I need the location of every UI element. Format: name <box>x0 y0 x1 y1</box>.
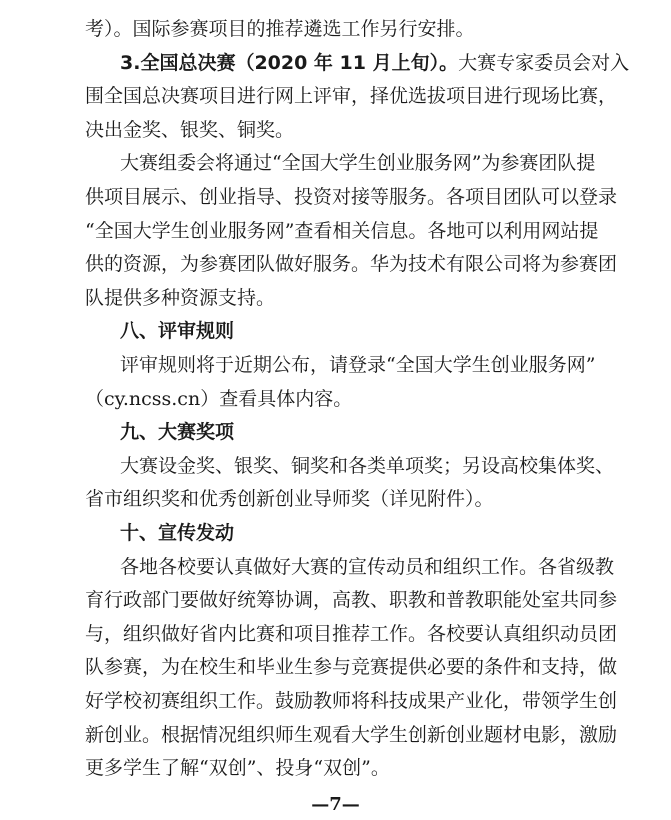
paragraph-line: 评审规则将于近期公布，请登录“全国大学生创业服务网” <box>120 354 596 376</box>
paragraph-line: 决出金奖、银奖、铜奖。 <box>85 118 295 141</box>
paragraph-line: 与，组织做好省内比赛和项目推荐工作。各校要认真组织动员团 <box>85 622 618 645</box>
paragraph-line: 考）。国际参赛项目的推荐遴选工作另行安排。 <box>85 18 475 40</box>
paragraph-text: 大赛专家委员会对入 <box>458 51 630 74</box>
paragraph-line: 供的资源，为参赛团队做好服务。华为技术有限公司将为参赛团 <box>85 253 618 276</box>
paragraph-line: （cy.ncss.cn）查看具体内容。 <box>85 387 353 410</box>
paragraph-line: 供项目展示、创业指导、投资对接等服务。各项目团队可以登录 <box>85 186 618 208</box>
paragraph-line: 新创业。根据情况组织师生观看大学生创新创业题材电影，激励 <box>85 723 618 746</box>
paragraph-line: 省市组织奖和优秀创新创业导师奖（详见附件）。 <box>85 488 494 511</box>
page-number: —7— <box>311 793 360 815</box>
section-heading-publicity: 十、宣传发动 <box>120 522 235 544</box>
subheading-line <box>120 48 630 78</box>
paragraph-line: 育行政部门要做好统筹协调，高教、职教和普教职能处室共同参 <box>85 589 618 612</box>
section-heading-awards: 九、大赛奖项 <box>120 421 235 444</box>
paragraph-line: 更多学生了解“双创”、投身“双创”。 <box>85 757 390 780</box>
paragraph-line: 队参赛，为在校生和毕业生参与竞赛提供必要的条件和支持，做 <box>85 656 618 679</box>
paragraph-line: 队提供多种资源支持。 <box>85 286 276 309</box>
paragraph-line: 好学校初赛组织工作。鼓励教师将科技成果产业化，带领学生创 <box>85 690 618 712</box>
paragraph-line: “全国大学生创业服务网”查看相关信息。各地可以利用网站提 <box>85 219 599 242</box>
paragraph-line: 大赛设金奖、银奖、铜奖和各类单项奖；另设高校集体奖、 <box>120 454 615 477</box>
paragraph-line: 围全国总决赛项目进行网上评审，择优选拔项目进行现场比赛， <box>85 85 618 108</box>
subheading-final-round: 3.全国总决赛（2020 年 11 月上旬）。 <box>120 51 459 74</box>
paragraph-line: 大赛组委会将通过“全国大学生创业服务网”为参赛团队提 <box>120 152 596 175</box>
paragraph-line: 各地各校要认真做好大赛的宣传动员和组织工作。各省级教 <box>120 555 615 578</box>
section-heading-review-rules: 八、评审规则 <box>120 320 235 343</box>
